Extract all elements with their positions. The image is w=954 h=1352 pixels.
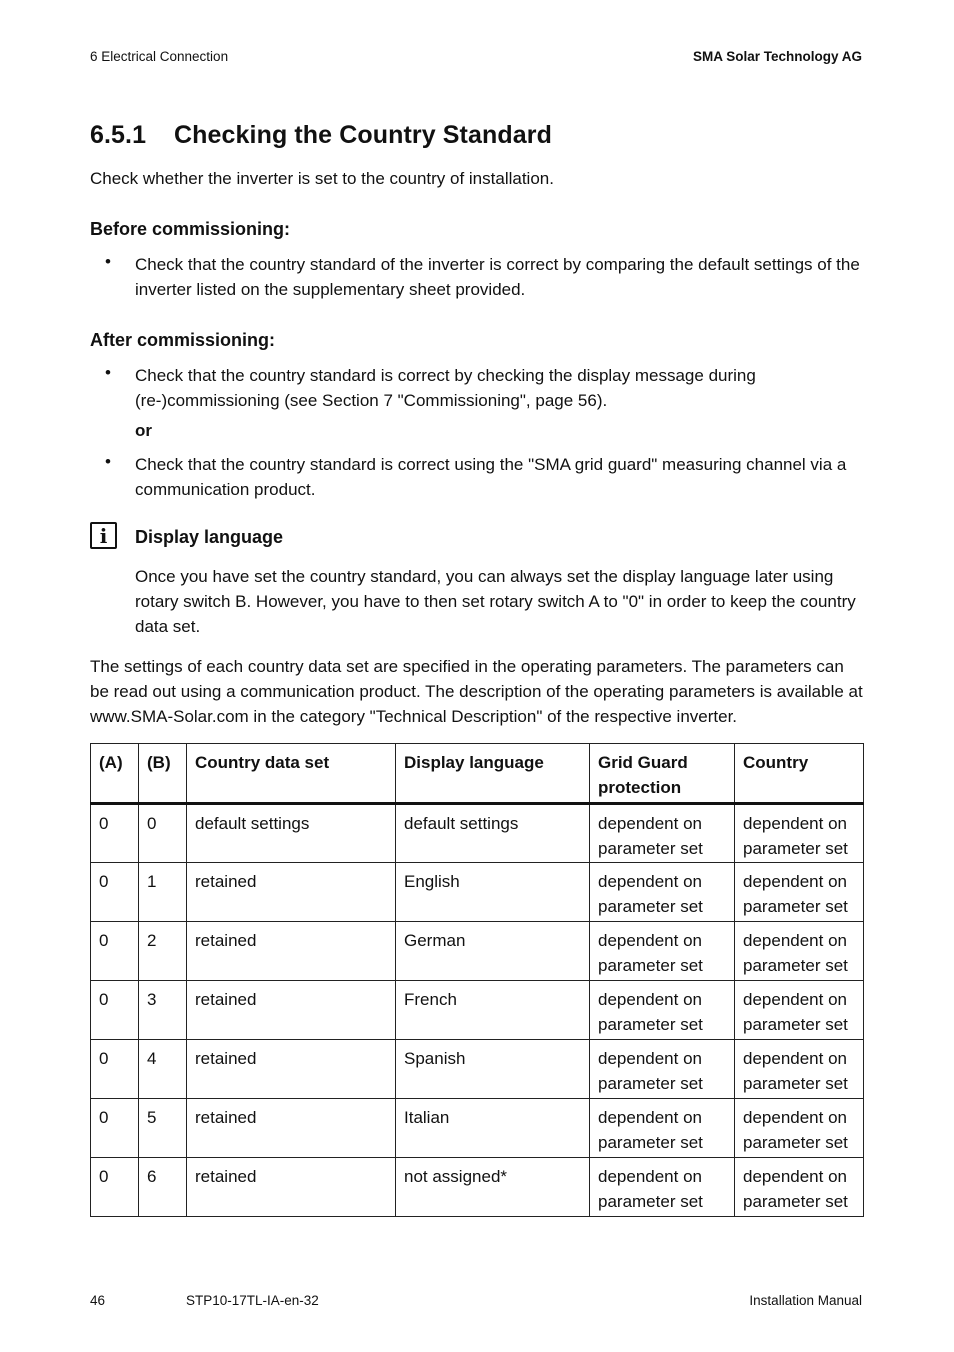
table-cell: 2 — [139, 922, 187, 981]
table-row — [91, 1040, 864, 1099]
table-cell: Italian — [396, 1099, 590, 1158]
table-cell: dependent on parameter set — [590, 804, 735, 863]
before-item: Check that the country standard of the inverter is correct by comparing the default settings of the inverter listed on the supplementary sheet provided. — [135, 255, 860, 299]
table-cell: 0 — [91, 1040, 139, 1099]
table-cell: default settings — [396, 804, 590, 863]
country-settings-table — [90, 743, 864, 1217]
table-cell: default settings — [187, 804, 396, 863]
table-cell: 1 — [139, 863, 187, 922]
body-paragraph: The settings of each country data set are specified in the operating parameters. The parameters can be read out using a communication product. The description of the operating parameters is available at www.SMA-Solar.com in the category "Technical Description" of the respective inverter. — [90, 657, 863, 726]
bullet: • — [105, 252, 111, 271]
table-cell: retained — [187, 1099, 396, 1158]
table-cell: 3 — [139, 981, 187, 1040]
table-cell: dependent on parameter set — [590, 922, 735, 981]
column-header: Country data set — [187, 744, 396, 804]
bullet: • — [105, 363, 111, 382]
table-cell: retained — [187, 863, 396, 922]
table-cell: dependent on parameter set — [735, 1158, 864, 1217]
table-header-row — [91, 744, 864, 804]
or-label: or — [135, 421, 152, 440]
table-cell: dependent on parameter set — [590, 981, 735, 1040]
info-title: Display language — [135, 527, 284, 547]
table-cell: dependent on parameter set — [735, 863, 864, 922]
table-cell: English — [396, 863, 590, 922]
table-row — [91, 1158, 864, 1217]
header-company: SMA Solar Technology AG — [692, 49, 862, 64]
table-row — [91, 981, 864, 1040]
table-cell: dependent on parameter set — [590, 1158, 735, 1217]
table-row — [91, 804, 864, 863]
table-cell: 0 — [91, 863, 139, 922]
table-cell: dependent on parameter set — [735, 981, 864, 1040]
after-item: Check that the country standard is correct by checking the display message during (re-)commissioning (see Section 7 "Commissioning", page 56). — [135, 366, 756, 410]
footer-doc-code: STP10-17TL-IA-en-32 — [186, 1293, 319, 1308]
section-title: Checking the Country Standard — [174, 121, 552, 149]
table-cell: dependent on parameter set — [735, 922, 864, 981]
column-header: (B) — [139, 744, 187, 804]
table-cell: Spanish — [396, 1040, 590, 1099]
table-row — [91, 922, 864, 981]
table-cell: 6 — [139, 1158, 187, 1217]
table-cell: dependent on parameter set — [590, 863, 735, 922]
table-cell: 5 — [139, 1099, 187, 1158]
table-cell: 0 — [139, 804, 187, 863]
table-cell: French — [396, 981, 590, 1040]
column-header: Grid Guard protection — [590, 744, 735, 804]
column-header: Country — [735, 744, 864, 804]
table-cell: retained — [187, 1040, 396, 1099]
table-cell: 0 — [91, 981, 139, 1040]
table-cell: dependent on parameter set — [735, 1040, 864, 1099]
footer-doc-type: Installation Manual — [749, 1293, 862, 1308]
table-cell: 0 — [91, 804, 139, 863]
table-cell: 0 — [91, 1099, 139, 1158]
table-cell: not assigned* — [396, 1158, 590, 1217]
bullet: • — [105, 452, 111, 471]
table-cell: dependent on parameter set — [590, 1040, 735, 1099]
column-header: (A) — [91, 744, 139, 804]
table-row — [91, 863, 864, 922]
after-commissioning-title: After commissioning: — [90, 330, 276, 350]
header-section: 6 Electrical Connection — [90, 49, 229, 64]
table-cell: German — [396, 922, 590, 981]
table-cell: 4 — [139, 1040, 187, 1099]
before-commissioning-title: Before commissioning: — [90, 219, 291, 239]
table-cell: dependent on parameter set — [735, 1099, 864, 1158]
table-row — [91, 1099, 864, 1158]
table-cell: dependent on parameter set — [590, 1099, 735, 1158]
section-number: 6.5.1 — [90, 121, 147, 149]
table-cell: retained — [187, 1158, 396, 1217]
section-heading — [90, 121, 552, 150]
column-header: Display language — [396, 744, 590, 804]
info-text: Once you have set the country standard, you can always set the display language later using rotary switch B. However, you have to then set rotary switch A to "0" in order to keep the country data set. — [135, 567, 856, 636]
footer-page-number: 46 — [90, 1293, 106, 1308]
table-cell: dependent on parameter set — [735, 804, 864, 863]
info-icon: i — [90, 522, 117, 549]
table-cell: 0 — [91, 1158, 139, 1217]
table-cell: 0 — [91, 922, 139, 981]
table-cell: retained — [187, 922, 396, 981]
intro-text: Check whether the inverter is set to the country of installation. — [90, 169, 554, 188]
table-cell: retained — [187, 981, 396, 1040]
after-item: Check that the country standard is correct using the "SMA grid guard" measuring channel via a communication product. — [135, 455, 847, 499]
